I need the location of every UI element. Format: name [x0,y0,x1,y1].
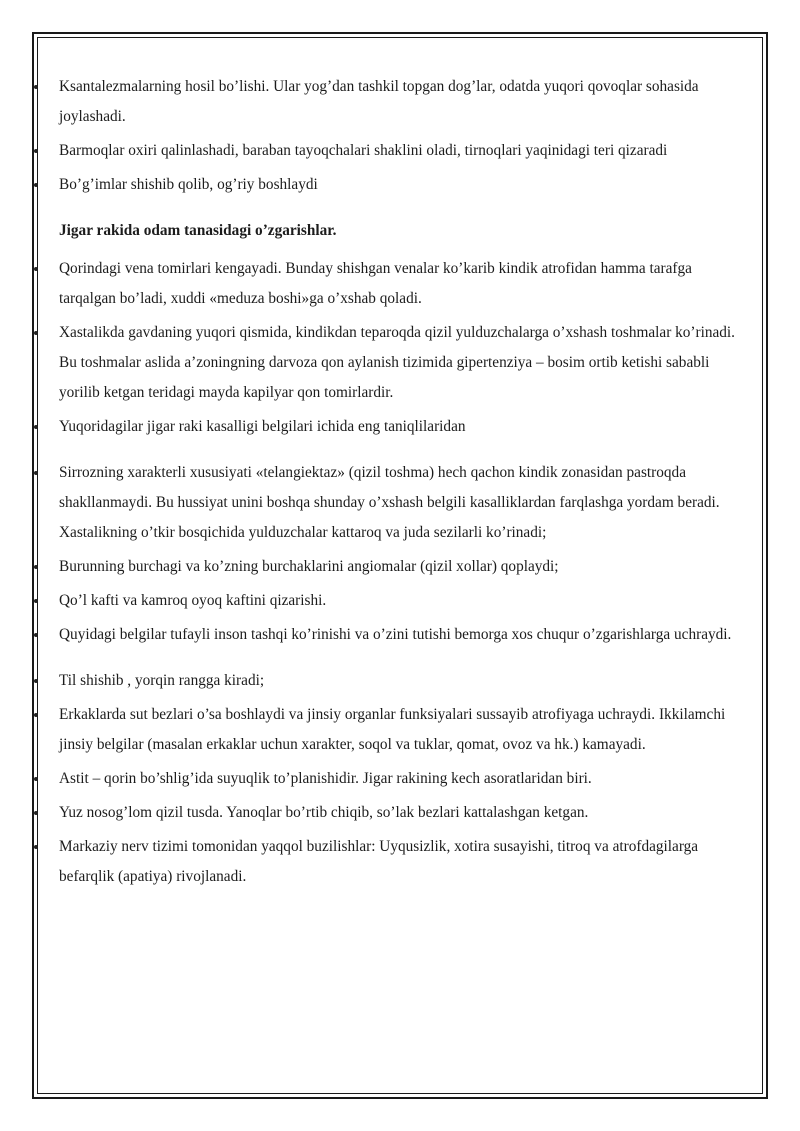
bullet-paragraph: Til shishib , yorqin rangga kiradi; [59,666,739,696]
bullet-paragraph: Quyidagi belgilar tufayli inson tashqi ko’rinishi va o’zini tutishi bemorga xos chuqur o’zgarishlarga uchraydi. [59,620,739,650]
document-body [59,72,739,896]
section-heading: Jigar rakida odam tanasidagi o’zgarishlar. [59,222,337,239]
bullet-paragraph: Yuz nosog’lom qizil tusda. Yanoqlar bo’rtib chiqib, so’lak bezlari kattalashgan ketgan. [59,798,739,828]
bullet-paragraph: Xastalikda gavdaning yuqori qismida, kindikdan teparoqda qizil yulduzchalarga o’xshash toshmalar ko’rinadi. Bu toshmalar aslida a’zoningning darvoza qon aylanish tizimida gipertenziya – bosim ortib ketishi sababli yorilib ketgan teridagi mayda kapilyar qon tomirlardir. [59,318,739,408]
bullet-paragraph: Qorindagi vena tomirlari kengayadi. Bunday shishgan venalar ko’karib kindik atrofidan hamma tarafga tarqalgan bo’ladi, xuddi «meduza boshi»ga o’xshab qoladi. [59,254,739,314]
bullet-paragraph: Ksantalezmalarning hosil bo’lishi. Ular yog’dan tashkil topgan dog’lar, odatda yuqori qovoqlar sohasida joylashadi. [59,72,739,132]
bullet-paragraph: Yuqoridagilar jigar raki kasalligi belgilari ichida eng taniqlilaridan [59,412,739,442]
bullet-paragraph: Markaziy nerv tizimi tomonidan yaqqol buzilishlar: Uyqusizlik, xotira susayishi, titroq va atrofdagilarga befarqlik (apatiya) rivojlanadi. [59,832,739,892]
bullet-paragraph: Sirrozning xarakterli xususiyati «telangiektaz» (qizil toshma) hech qachon kindik zonasidan pastroqda shakllanmaydi. Bu hussiyat unini boshqa shunday o’xshash belgili kasalliklardan farqlashga yordam beradi. Xastalikning o’tkir bosqichida yulduzchalar kattaroq va juda sezilarli ko’rinadi; [59,458,739,548]
bullet-paragraph: Erkaklarda sut bezlari o’sa boshlaydi va jinsiy organlar funksiyalari sussayib atrofiyaga uchraydi. Ikkilamchi jinsiy belgilar (masalan erkaklar uchun xarakter, soqol va tuklar, qomat, ovoz va hk.) kamayadi. [59,700,739,760]
bullet-paragraph: Barmoqlar oxiri qalinlashadi, baraban tayoqchalari shaklini oladi, tirnoqlari yaqinidagi teri qizaradi [59,136,739,166]
bullet-paragraph: Bo’g’imlar shishib qolib, og’riy boshlaydi [59,170,739,200]
bullet-paragraph: Burunning burchagi va ko’zning burchaklarini angiomalar (qizil xollar) qoplaydi; [59,552,739,582]
bullet-paragraph: Astit – qorin bo’shlig’ida suyuqlik to’planishidir. Jigar rakining kech asoratlaridan biri. [59,764,739,794]
bullet-paragraph: Qo’l kafti va kamroq oyoq kaftini qizarishi. [59,586,739,616]
